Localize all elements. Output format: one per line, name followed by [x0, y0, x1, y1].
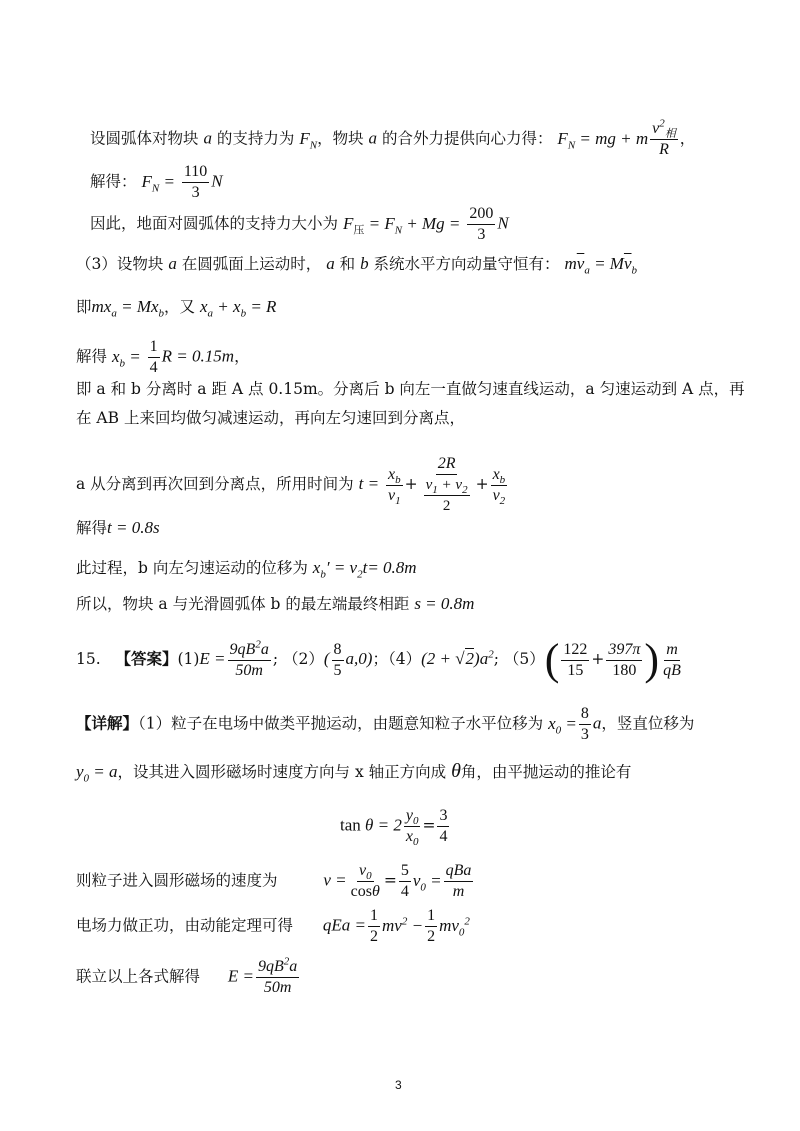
frac-110-3: $\frac{110}{3}$ [183, 163, 208, 201]
frac-v2-R: $\frac{v^2_相}{R}$ [652, 117, 676, 158]
line-solve-xb: 解得 $x_b$ = $\frac{1}{4}$ R = 0.15m， [76, 338, 250, 376]
detail-line-6: 联立以上各式解得 E = $\frac{9qB^2a}{50m}$ [76, 955, 298, 996]
detail-line-1: 【详解】（1）粒子在电场中做类平抛运动，由题意知粒子水平位移为 $x_0$ = $\frac{8}{3}$ a，竖直位移为 [76, 705, 695, 743]
page-number: 3 [395, 1078, 402, 1092]
frac-1-4: $\frac{1}{4}$ [149, 338, 158, 376]
line-displacement: 即$mx_a = Mx_b$，又 $x_a + x_b = R$ [76, 297, 277, 320]
line-final-distance: 所以，物块 a 与光滑圆弧体 b 的最左端最终相距 s = 0.8m [76, 594, 475, 613]
line-separation-1: 即 a 和 b 分离时 a 距 A 点 0.15m。分离后 b 向左一直做匀速直线运动，a 匀速运动到 A 点，再 [76, 380, 745, 398]
line-b-displacement: 此过程，b 向左匀速运动的位移为 $x_b' = v_2t= 0.8m$ [76, 558, 417, 581]
line-momentum: （3）设物块 a 在圆弧面上运动时， a 和 b 系统水平方向动量守恒有： $m\overline{v}_a = M\overline{v}_b$ [76, 254, 637, 277]
ans-E: $\frac{9qB^2a}{50m}$ [229, 638, 269, 679]
line-ground-force: 因此，地面对圆弧体的支持力大小为 $F_压 = F_N + Mg$ = $\frac{200}{3}$ N [90, 205, 509, 243]
detail-line-4: 则粒子进入圆形磁场的速度为 v = $\frac{v_0}{\cos\theta}$ = $\frac{5}{4}$ $v_0$ = $\frac{\text{qBa}}{m}$ [76, 862, 472, 900]
line-time-formula: a 从分离到再次回到分离点，所用时间为 t = $\frac{x_b}{v_1}$ + $\frac{2R}{\frac{v_1 + v_2}{2}}$ + $\frac{x_b}{v_2}$ [76, 455, 506, 514]
line-solve-FN: 解得： $F_N$ = $\frac{110}{3}$ N [90, 163, 223, 201]
detail-tan: tan θ = 2 $\frac{y_0}{x_0}$ = $\frac{3}{4}$ [340, 807, 448, 849]
var-FN: $F_N$ [299, 128, 318, 151]
line-support-force: 设圆弧体对物块 a 的支持力为 $F_N$，物块 a 的合外力提供向心力得： $F_N$ = mg + m $\frac{v^2_相}{R}$ ， [90, 117, 696, 158]
line-solve-t: 解得t = 0.8s [76, 518, 160, 537]
frac-2R: $\frac{2R}{\frac{v_1 + v_2}{2}}$ [425, 455, 468, 514]
eq-momentum: $m\overline{v}_a = M\overline{v}_b$ [564, 254, 637, 277]
answer-line: 15. 【答案】(1)E = $\frac{9qB^2a}{50m}$ ; （2）( $\frac{8}{5}$ a,0)；$(4)(2 + √2)a^2$; （5）( $\frac{122}{15}$ + $\frac{397\pi}{180}$ ) $\frac{m}{qB}$ [76, 635, 681, 684]
eq-centripetal: $F_N$ = mg + m [557, 128, 649, 151]
detail-line-5: 电场力做正功，由动能定理可得 qEa = $\frac{1}{2}$ $mv^2$ − $\frac{1}{2}$ $mv_0^2$ [76, 907, 470, 945]
detail-line-2: $y_0 = a$，设其进入圆形磁场时速度方向与 x 轴正方向成 θ角，由平抛运动的推论有 [76, 760, 632, 785]
line-separation-2: 在 AB 上来回均做匀减速运动，再向左匀速回到分离点， [76, 409, 465, 427]
frac-200-3: $\frac{200}{3}$ [469, 205, 494, 243]
